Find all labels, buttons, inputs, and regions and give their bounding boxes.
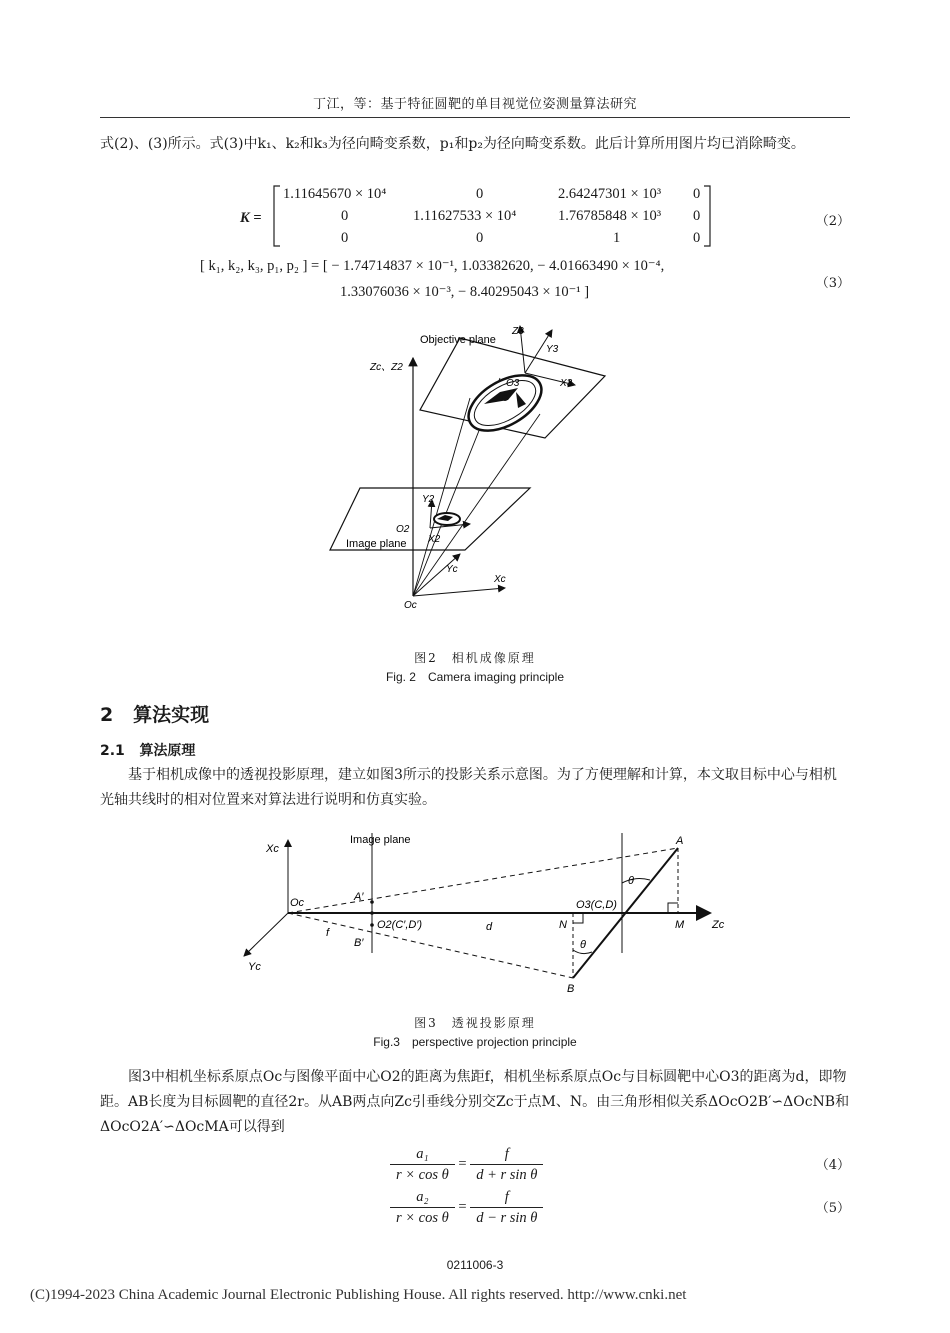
yc-axis [413,554,460,596]
point-b-prime [370,923,374,927]
theta-arc-top [622,879,650,883]
copyright-line: (C)1994-2023 China Academic Journal Electronic Publishing House. All rights reserved. http://www.cnki.net [30,1287,687,1303]
eq5 [390,1187,543,1228]
subsection-number: 2.1 [100,743,125,759]
right-angle-m [668,903,678,913]
label-xc: Xc [266,843,279,855]
label-m: M [675,919,685,931]
eq5-den-right: d − r sin θ [476,1210,538,1226]
section-heading [100,700,209,727]
eq4 [390,1144,543,1185]
label-x3: X3 [560,378,573,389]
eq2-cell: 1.11627533 × 10⁴ [413,208,517,224]
eq3-number: （3） [815,276,850,291]
label-o3: O3(C,D) [576,899,617,911]
eq4-num-right: f [470,1144,543,1165]
eq5-right-fraction [470,1187,543,1228]
label-x2: X2 [428,534,441,545]
figure-3-caption-en: Fig.3 perspective projection principle [373,1035,577,1049]
intro-paragraph [100,132,850,157]
label-image-plane: Image plane [350,834,411,846]
eq2-number: （2） [815,214,850,229]
ray-oc-a [288,848,678,913]
right-angle-n [573,913,583,923]
eq2-cell: 1 [613,230,621,246]
eq4-den-right: d + r sin θ [476,1167,538,1183]
paragraph-fig3 [100,1065,850,1140]
point-o2 [370,911,374,915]
eq3-line2: 1.33076036 × 10⁻³, − 8.40295043 × 10⁻¹ ] [340,284,590,300]
eq2-matrix [283,186,703,252]
eq4-left-fraction [390,1144,455,1185]
eq2-row-2 [283,208,703,230]
running-header: 丁江，等：基于特征圆靶的单目视觉位姿测量算法研究 [312,97,637,112]
eq2-cell: 0 [341,208,349,224]
eq2-cell: 0 [341,230,349,246]
yc-axis [244,913,288,956]
eq4-den-left: r × cos θ [396,1167,449,1183]
eq2-right-bracket [704,186,710,246]
label-theta-bottom: θ [580,939,586,951]
eq4-equals: = [458,1156,467,1172]
eq2-left-bracket [274,186,280,246]
ray-oc-b [288,913,573,978]
eq5-num-left: a₂ [390,1187,455,1208]
eq2-cell: 0 [693,230,701,246]
eq2-row-3 [283,230,703,252]
label-z3: Z3 [512,326,524,337]
xc-axis [413,588,505,596]
label-d: d [486,921,493,933]
point-a-prime [370,900,374,904]
label-f: f [326,927,330,939]
eq2-lhs-text: K = [240,210,262,226]
eq2-cell: 0 [693,208,701,224]
label-y2: Y2 [422,494,435,505]
eq2-cell: 0 [693,186,701,202]
figure-3 [230,828,740,998]
subsection-heading [100,740,195,760]
section-number: 2 [100,704,114,726]
eq5-equals: = [458,1199,467,1215]
eq2-cell: 0 [476,186,484,202]
eq2-row-1 [283,186,703,208]
eq2-cell: 2.64247301 × 10³ [558,186,662,202]
eq2-cell: 1.76785848 × 10³ [558,208,662,224]
eq4-right-fraction [470,1144,543,1185]
label-o2: O2 [396,524,410,535]
eq5-number: （5） [815,1201,850,1216]
label-yc: Yc [248,961,261,973]
eq2-cell: 0 [476,230,484,246]
header-rule [100,117,850,118]
eq4-num-left: a₁ [390,1144,455,1165]
label-b-prime: B′ [354,937,364,949]
eq2-lhs [240,210,262,227]
paragraph-fig3-text: 图3中相机坐标系原点Oc与图像平面中心O2的距离为焦距f，相机坐标系原点Oc与目标圆靶中心O3的距离为d，即物距。AB长度为目标圆靶的直径2r。从AB两点向Zc引垂线分别交Zc于点M、N。由三角形相似关系ΔOcO2B′∽ΔOcNB和ΔOcO2A′∽ΔOcMA可以得到 [100,1069,850,1135]
paragraph-2-1-text: 基于相机成像中的透视投影原理，建立如图3所示的投影关系示意图。为了方便理解和计算，本文取目标中心与相机光轴共线时的相对位置来对算法进行说明和仿真实验。 [100,767,837,808]
target-center [502,395,508,401]
eq5-den-left: r × cos θ [396,1210,449,1226]
label-b: B [567,983,575,995]
label-zc-z2: Zc、Z2 [370,362,403,373]
label-oc: Oc [404,600,417,610]
eq3-line1: [ k₁, k₂, k₃, p₁, p₂ ] = [ − 1.74714837 × 10⁻¹, 1.03382620, − 4.01663490 × 10⁻⁴, [200,258,665,274]
label-zc: Zc [712,919,725,931]
eq5-num-right: f [470,1187,543,1208]
figure-2 [320,318,640,610]
label-n: N [559,919,567,931]
label-oc: Oc [290,897,305,909]
label-a-prime: A′ [354,891,364,903]
label-a: A [676,835,684,847]
label-objective-plane: Objective plane [420,334,496,346]
eq4-number: （4） [815,1158,850,1173]
label-o2: O2(C′,D′) [377,919,423,931]
label-image-plane: Image plane [346,538,407,550]
subsection-title: 算法原理 [139,743,196,759]
label-yc: Yc [446,564,458,575]
section-title: 算法实现 [133,704,210,726]
label-y3: Y3 [546,344,559,355]
figure-2-caption-cn: 图2 相机成像原理 [414,651,536,665]
eq5-left-fraction [390,1187,455,1228]
label-theta-top: θ [628,875,634,887]
label-xc: Xc [494,574,506,585]
paragraph-2-1 [100,763,850,813]
label-o3: O3 [506,378,520,389]
intro-text: 式(2)、(3)所示。式(3)中k₁、k₂和k₃为径向畸变系数，p₁和p₂为径向畸变系数。此后计算所用图片均已消除畸变。 [100,136,805,152]
figure-3-caption-cn: 图3 透视投影原理 [414,1016,536,1030]
eq2-cell: 1.11645670 × 10⁴ [283,186,387,202]
figure-2-caption-en: Fig. 2 Camera imaging principle [385,670,565,684]
page-number: 0211006-3 [446,1258,504,1272]
